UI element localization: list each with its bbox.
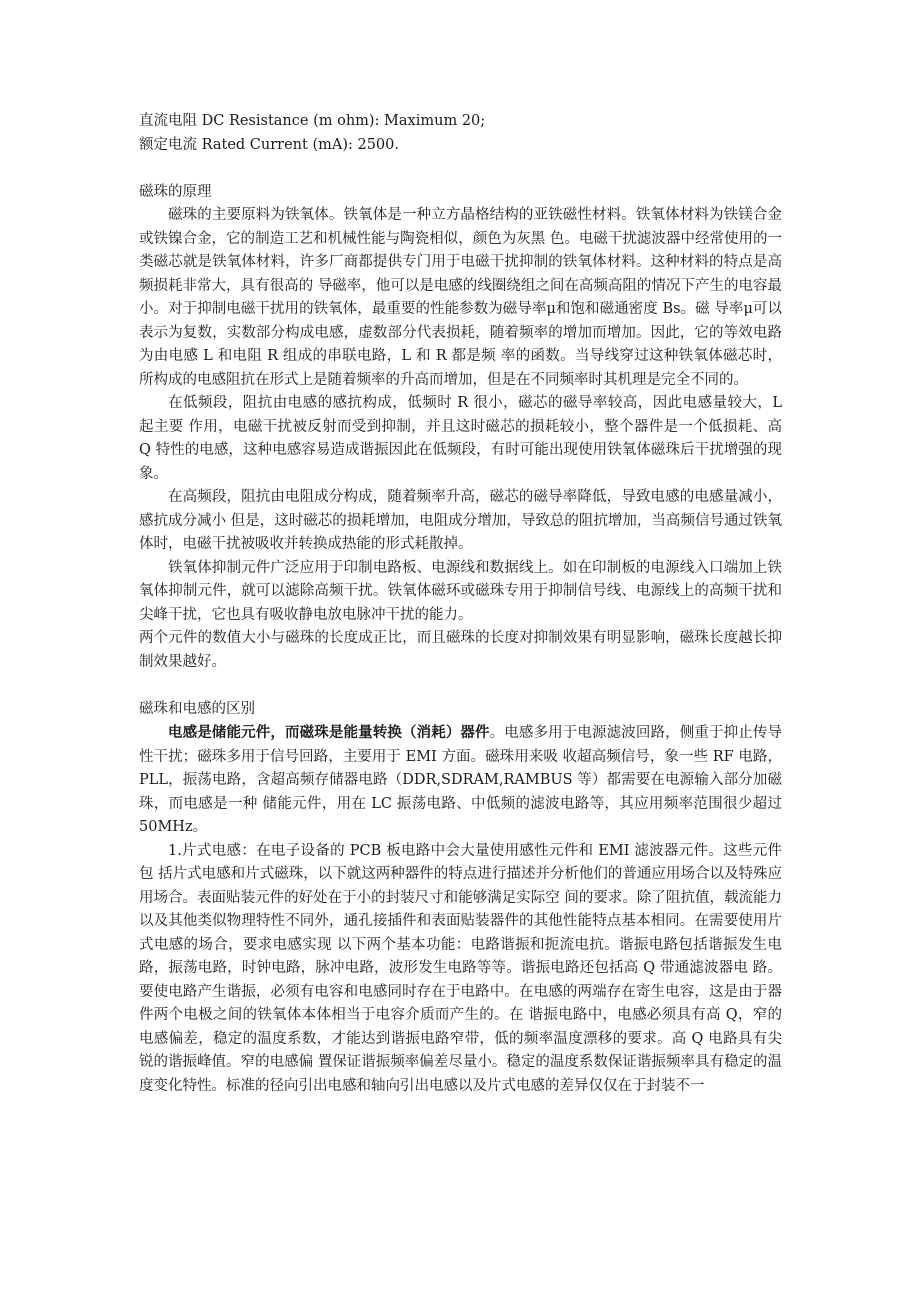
paragraph-difference-1 xyxy=(139,721,782,840)
paragraph-chip-inductor: 1.片式电感：在电子设备的 PCB 板电路中会大量使用感性元件和 EMI 滤波器元件。这些元件包 括片式电感和片式磁珠，以下就这两种器件的特点进行描述并分析他们的普通应用场合以及特殊应用场合。表面贴装元件的好处在于小的封装尺寸和能够满足实际空 间的要求。除了阻抗值，载流能力以及其他类似物理特性不同外，通孔接插件和表面贴装器件的其他性能特点基本相同。在需要使用片式电感的场合，要求电感实现 以下两个基本功能：电路谐振和扼流电抗。谐振电路包括谐振发生电路，振荡电路，时钟电路，脉冲电路，波形发生电路等等。谐振电路还包括高 Q 带通滤波器电 路。要使电路产生谐振，必须有电容和电感同时存在于电路中。在电感的两端存在寄生电容，这是由于器件两个电极之间的铁氧体本体相当于电容介质而产生的。在 谐振电路中，电感必须具有高 Q，窄的电感偏差，稳定的温度系数，才能达到谐振电路窄带，低的频率温度漂移的要求。高 Q 电路具有尖锐的谐振峰值。窄的电感偏 置保证谐振频率偏差尽量小。稳定的温度系数保证谐振频率具有稳定的温度变化特性。标准的径向引出电感和轴向引出电感以及片式电感的差异仅仅在于封装不一 xyxy=(139,842,782,1094)
paragraph-principle-1: 磁珠的主要原料为铁氧体。铁氧体是一种立方晶格结构的亚铁磁性材料。铁氧体材料为铁镁合金或铁镍合金，它的制造工艺和机械性能与陶瓷相似，颜色为灰黑 色。电磁干扰滤波器中经常使用的一类磁芯就是铁氧体材料，许多厂商都提供专门用于电磁干扰抑制的铁氧体材料。这种材料的特点是高频损耗非常大，具有很高的 导磁率，他可以是电感的线圈绕组之间在高频高阻的情况下产生的电容最小。对于抑制电磁干扰用的铁氧体，最重要的性能参数为磁导率μ和饱和磁通密度 Bs。磁 导率μ可以表示为复数，实数部分构成电感，虚数部分代表损耗，随着频率的增加而增加。因此，它的等效电路为由电感 L 和电阻 R 组成的串联电路，L 和 R 都是频 率的函数。当导线穿过这种铁氧体磁芯时，所构成的电感阻抗在形式上是随着频率的升高而增加，但是在不同频率时其机理是完全不同的。 xyxy=(139,207,782,388)
key-statement: 电感是储能元件，而磁珠是能量转换（消耗）器件 xyxy=(168,724,490,741)
paragraph-principle-2: 在低频段，阻抗由电感的感抗构成，低频时 R 很小，磁芯的磁导率较高，因此电感量较大，L 起主要 作用，电磁干扰被反射而受到抑制，并且这时磁芯的损耗较小，整个器件是一个低损耗、高 Q 特性的电感，这种电感容易造成谐振因此在低频段，有时可能出现使用铁氧体磁珠后干扰增强的现象。 xyxy=(139,395,782,482)
paragraph-principle-3: 在高频段，阻抗由电阻成分构成，随着频率升高，磁芯的磁导率降低，导致电感的电感量减小，感抗成分减小 但是，这时磁芯的损耗增加，电阻成分增加，导致总的阻抗增加，当高频信号通过铁氧体时，电磁干扰被吸收并转换成热能的形式耗散掉。 xyxy=(139,489,782,552)
paragraph-difference-1-rest: 。电感多用于电源滤波回路，侧重于抑止传导性干扰；磁珠多用于信号回路，主要用于 EMI 方面。磁珠用来吸 收超高频信号，象一些 RF 电路，PLL，振荡电路，含超高频存储器电路（DDR,SDRAM,RAMBUS 等）都需要在电源输入部分加磁珠，而电感是一种 储能元件，用在 LC 振荡电路、中低频的滤波电路等，其应用频率范围很少超过 50MHz。 xyxy=(139,725,783,835)
dc-resistance-spec: 直流电阻 DC Resistance (m ohm): Maximum 20; xyxy=(139,113,486,129)
spacer xyxy=(139,157,782,181)
section-heading-principle: 磁珠的原理 xyxy=(139,183,212,200)
paragraph-principle-closing: 两个元件的数值大小与磁珠的长度成正比，而且磁珠的长度对抑制效果有明显影响，磁珠长度越长抑制效果越好。 xyxy=(139,630,782,670)
section-heading-difference: 磁珠和电感的区别 xyxy=(139,700,255,717)
spacer xyxy=(139,674,782,698)
paragraph-principle-4: 铁氧体抑制元件广泛应用于印制电路板、电源线和数据线上。如在印制板的电源线入口端加上铁氧体抑制元件，就可以滤除高频干扰。铁氧体磁环或磁珠专用于抑制信号线、电源线上的高频干扰和尖峰干扰，它也具有吸收静电放电脉冲干扰的能力。 xyxy=(139,559,782,623)
rated-current-spec: 额定电流 Rated Current (mA): 2500. xyxy=(139,136,399,153)
